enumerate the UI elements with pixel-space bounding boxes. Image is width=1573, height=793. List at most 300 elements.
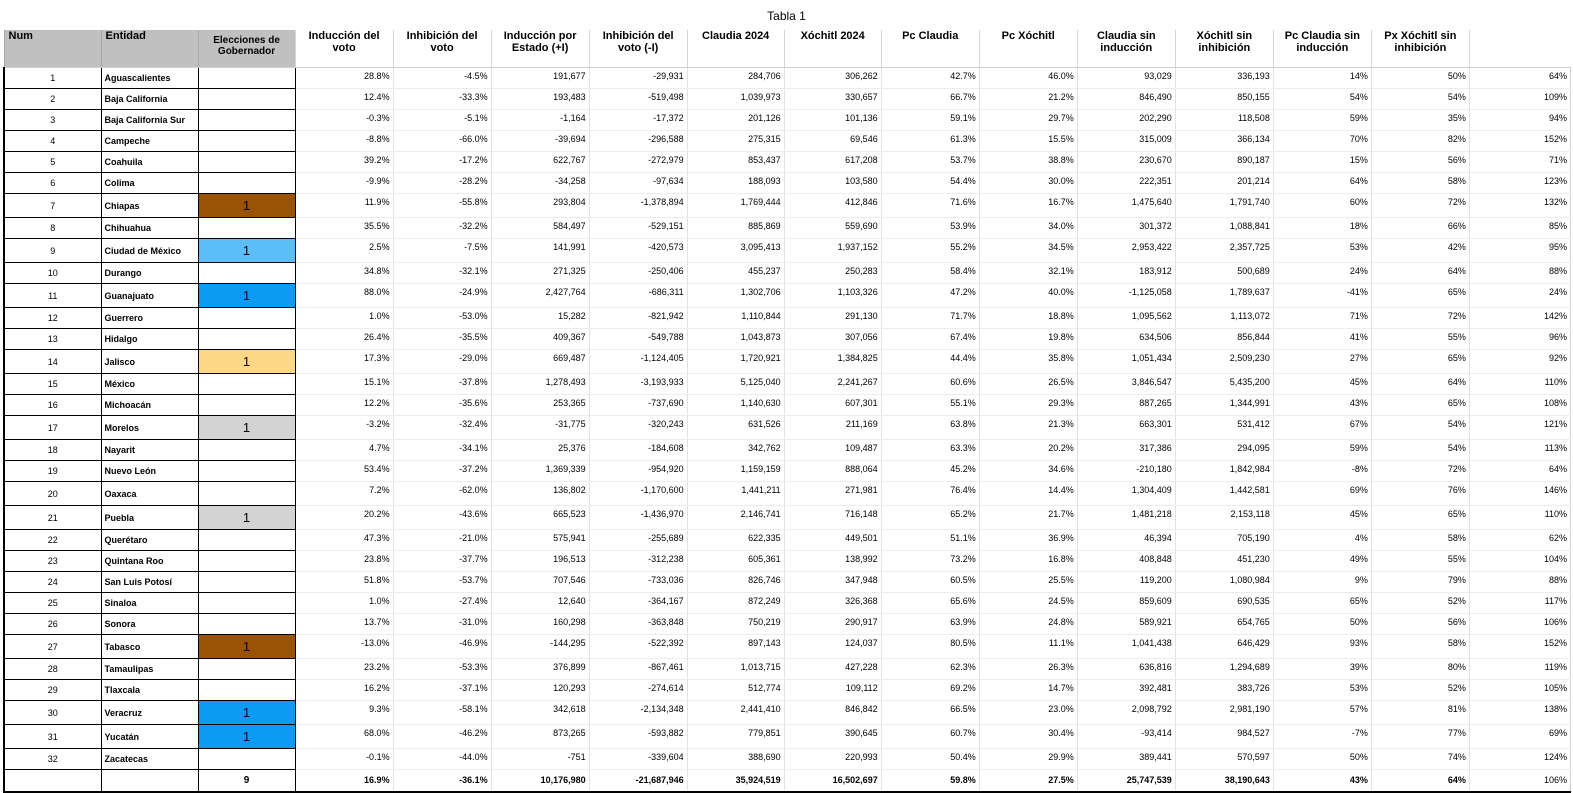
cell-xochitl-2024: 290,917 <box>784 614 881 635</box>
cell-num: 29 <box>4 680 101 701</box>
cell-inhibicion-voto: -821,942 <box>589 308 687 329</box>
cell-claudia-2024: 342,762 <box>687 440 784 461</box>
cell-inhibicion: -33.3% <box>393 89 491 110</box>
header-induccion: Inducción del voto <box>295 30 393 68</box>
cell-pc-claudia: 63.3% <box>881 440 979 461</box>
cell-inhibicion-voto: -519,498 <box>589 89 687 110</box>
cell-pc-claudia-sin-induccion: 27% <box>1273 350 1371 374</box>
cell-pc-xochitl: 20.2% <box>979 440 1077 461</box>
cell-ratio: 117% <box>1469 593 1570 614</box>
cell-induccion: 39.2% <box>295 152 393 173</box>
table-row <box>4 350 1571 374</box>
cell-induccion-estado: 293,804 <box>491 194 589 218</box>
total-claudia-sin-induccion: 25,747,539 <box>1077 770 1175 792</box>
cell-induccion-estado: -144,295 <box>491 635 589 659</box>
cell-pc-claudia: 51.1% <box>881 530 979 551</box>
cell-inhibicion-voto: -529,151 <box>589 218 687 239</box>
header-xochitl-2024: Xóchitl 2024 <box>784 30 881 68</box>
cell-induccion: 11.9% <box>295 194 393 218</box>
cell-entidad: Tamaulipas <box>101 659 198 680</box>
cell-gobernador <box>198 89 295 110</box>
cell-xochitl-2024: 412,846 <box>784 194 881 218</box>
cell-xochitl-2024: 109,112 <box>784 680 881 701</box>
cell-inhibicion-voto: -296,588 <box>589 131 687 152</box>
table-row <box>4 506 1571 530</box>
cell-pc-claudia-sin-induccion: 4% <box>1273 530 1371 551</box>
cell-ratio: 69% <box>1469 725 1570 749</box>
cell-entidad: Aguascalientes <box>101 68 198 89</box>
table-row <box>4 218 1571 239</box>
cell-pc-xochitl: 46.0% <box>979 68 1077 89</box>
cell-px-xochitl-sin-inhibicion: 58% <box>1371 635 1469 659</box>
cell-pc-xochitl: 35.8% <box>979 350 1077 374</box>
cell-claudia-2024: 1,043,873 <box>687 329 784 350</box>
cell-claudia-sin-induccion: 1,481,218 <box>1077 506 1175 530</box>
cell-gobernador <box>198 551 295 572</box>
cell-xochitl-2024: 1,384,825 <box>784 350 881 374</box>
cell-pc-claudia-sin-induccion: 24% <box>1273 263 1371 284</box>
cell-claudia-sin-induccion: 1,051,434 <box>1077 350 1175 374</box>
cell-entidad: Puebla <box>101 506 198 530</box>
total-ratio: 106% <box>1469 770 1570 792</box>
cell-inhibicion: -53.0% <box>393 308 491 329</box>
cell-induccion-estado: 665,523 <box>491 506 589 530</box>
cell-gobernador: 1 <box>198 701 295 725</box>
cell-inhibicion-voto: -549,788 <box>589 329 687 350</box>
cell-xochitl-sin-inhibicion: 336,193 <box>1175 68 1273 89</box>
total-xochitl-2024: 16,502,697 <box>784 770 881 792</box>
cell-claudia-sin-induccion: 202,290 <box>1077 110 1175 131</box>
cell-inhibicion: -35.6% <box>393 395 491 416</box>
cell-pc-claudia: 55.2% <box>881 239 979 263</box>
cell-num: 32 <box>4 749 101 770</box>
cell-pc-claudia-sin-induccion: 50% <box>1273 749 1371 770</box>
cell-pc-xochitl: 11.1% <box>979 635 1077 659</box>
cell-num: 9 <box>4 239 101 263</box>
table-row <box>4 701 1571 725</box>
cell-claudia-sin-induccion: 317,386 <box>1077 440 1175 461</box>
header-pc-xochitl: Pc Xóchitl <box>979 30 1077 68</box>
table-row <box>4 194 1571 218</box>
cell-inhibicion-voto: -1,378,894 <box>589 194 687 218</box>
cell-num: 18 <box>4 440 101 461</box>
cell-inhibicion: -32.2% <box>393 218 491 239</box>
cell-pc-claudia-sin-induccion: 53% <box>1273 239 1371 263</box>
cell-xochitl-2024: 103,580 <box>784 173 881 194</box>
table-row <box>4 110 1571 131</box>
cell-px-xochitl-sin-inhibicion: 76% <box>1371 482 1469 506</box>
cell-num: 22 <box>4 530 101 551</box>
total-gobernador: 9 <box>198 770 295 792</box>
cell-claudia-sin-induccion: 46,394 <box>1077 530 1175 551</box>
cell-gobernador <box>198 659 295 680</box>
cell-pc-claudia-sin-induccion: 59% <box>1273 440 1371 461</box>
cell-induccion: 34.8% <box>295 263 393 284</box>
cell-induccion-estado: 707,546 <box>491 572 589 593</box>
cell-entidad: Tabasco <box>101 635 198 659</box>
cell-entidad: Veracruz <box>101 701 198 725</box>
cell-px-xochitl-sin-inhibicion: 58% <box>1371 173 1469 194</box>
cell-inhibicion: -66.0% <box>393 131 491 152</box>
data-table <box>3 30 1571 793</box>
cell-num: 12 <box>4 308 101 329</box>
header-induccion-estado: Inducción por Estado (+I) <box>491 30 589 68</box>
cell-xochitl-2024: 390,645 <box>784 725 881 749</box>
cell-xochitl-sin-inhibicion: 690,535 <box>1175 593 1273 614</box>
cell-claudia-sin-induccion: 2,098,792 <box>1077 701 1175 725</box>
table-row <box>4 551 1571 572</box>
table-row <box>4 572 1571 593</box>
cell-xochitl-sin-inhibicion: 500,689 <box>1175 263 1273 284</box>
cell-inhibicion-voto: -733,036 <box>589 572 687 593</box>
cell-num: 11 <box>4 284 101 308</box>
cell-induccion-estado: 191,677 <box>491 68 589 89</box>
cell-claudia-sin-induccion: 859,609 <box>1077 593 1175 614</box>
cell-pc-claudia-sin-induccion: 45% <box>1273 374 1371 395</box>
cell-gobernador <box>198 482 295 506</box>
cell-induccion-estado: 136,802 <box>491 482 589 506</box>
cell-ratio: 64% <box>1469 68 1570 89</box>
cell-inhibicion: -62.0% <box>393 482 491 506</box>
header-claudia-sin-induccion: Claudia sin inducción <box>1077 30 1175 68</box>
cell-gobernador: 1 <box>198 416 295 440</box>
cell-entidad: Colima <box>101 173 198 194</box>
cell-num: 6 <box>4 173 101 194</box>
cell-claudia-sin-induccion: 636,816 <box>1077 659 1175 680</box>
cell-entidad: Baja California <box>101 89 198 110</box>
cell-induccion: 53.4% <box>295 461 393 482</box>
total-entidad <box>101 770 198 792</box>
cell-pc-claudia: 55.1% <box>881 395 979 416</box>
cell-ratio: 124% <box>1469 749 1570 770</box>
cell-pc-claudia-sin-induccion: 18% <box>1273 218 1371 239</box>
cell-xochitl-sin-inhibicion: 383,726 <box>1175 680 1273 701</box>
cell-px-xochitl-sin-inhibicion: 64% <box>1371 374 1469 395</box>
cell-num: 16 <box>4 395 101 416</box>
cell-induccion: 23.2% <box>295 659 393 680</box>
cell-gobernador <box>198 152 295 173</box>
header-pc-claudia: Pc Claudia <box>881 30 979 68</box>
cell-inhibicion-voto: -29,931 <box>589 68 687 89</box>
cell-pc-xochitl: 21.7% <box>979 506 1077 530</box>
cell-pc-claudia: 44.4% <box>881 350 979 374</box>
cell-xochitl-2024: 271,981 <box>784 482 881 506</box>
cell-num: 27 <box>4 635 101 659</box>
cell-induccion-estado: 141,991 <box>491 239 589 263</box>
cell-xochitl-sin-inhibicion: 5,435,200 <box>1175 374 1273 395</box>
cell-xochitl-sin-inhibicion: 890,187 <box>1175 152 1273 173</box>
cell-induccion-estado: 376,899 <box>491 659 589 680</box>
cell-xochitl-sin-inhibicion: 2,509,230 <box>1175 350 1273 374</box>
cell-claudia-2024: 1,039,973 <box>687 89 784 110</box>
cell-xochitl-2024: 250,283 <box>784 263 881 284</box>
cell-num: 30 <box>4 701 101 725</box>
cell-xochitl-sin-inhibicion: 2,981,190 <box>1175 701 1273 725</box>
total-inhibicion: -36.1% <box>393 770 491 792</box>
cell-xochitl-2024: 347,948 <box>784 572 881 593</box>
cell-entidad: Nayarit <box>101 440 198 461</box>
cell-induccion: 20.2% <box>295 506 393 530</box>
cell-entidad: Coahuila <box>101 152 198 173</box>
cell-gobernador <box>198 440 295 461</box>
cell-ratio: 142% <box>1469 308 1570 329</box>
cell-gobernador: 1 <box>198 239 295 263</box>
cell-induccion: 12.2% <box>295 395 393 416</box>
cell-entidad: Hidalgo <box>101 329 198 350</box>
table-row <box>4 131 1571 152</box>
cell-claudia-2024: 512,774 <box>687 680 784 701</box>
cell-inhibicion: -34.1% <box>393 440 491 461</box>
table-row <box>4 374 1571 395</box>
table-row <box>4 152 1571 173</box>
header-num: Num <box>4 30 101 68</box>
cell-px-xochitl-sin-inhibicion: 82% <box>1371 131 1469 152</box>
header-pc-claudia-sin-induccion: Pc Claudia sin inducción <box>1273 30 1371 68</box>
table-row <box>4 329 1571 350</box>
table-row <box>4 416 1571 440</box>
cell-inhibicion: -17.2% <box>393 152 491 173</box>
cell-ratio: 132% <box>1469 194 1570 218</box>
cell-induccion-estado: 575,941 <box>491 530 589 551</box>
cell-num: 5 <box>4 152 101 173</box>
cell-gobernador <box>198 395 295 416</box>
cell-gobernador <box>198 680 295 701</box>
cell-entidad: Nuevo León <box>101 461 198 482</box>
table-row <box>4 461 1571 482</box>
cell-inhibicion: -53.3% <box>393 659 491 680</box>
cell-inhibicion: -37.1% <box>393 680 491 701</box>
cell-claudia-2024: 605,361 <box>687 551 784 572</box>
cell-px-xochitl-sin-inhibicion: 56% <box>1371 152 1469 173</box>
cell-induccion: 15.1% <box>295 374 393 395</box>
cell-claudia-sin-induccion: -210,180 <box>1077 461 1175 482</box>
cell-xochitl-sin-inhibicion: 984,527 <box>1175 725 1273 749</box>
cell-induccion: 1.0% <box>295 308 393 329</box>
cell-induccion: 2.5% <box>295 239 393 263</box>
cell-claudia-2024: 1,302,706 <box>687 284 784 308</box>
cell-pc-claudia: 42.7% <box>881 68 979 89</box>
cell-xochitl-sin-inhibicion: 201,214 <box>1175 173 1273 194</box>
cell-inhibicion: -43.6% <box>393 506 491 530</box>
cell-induccion-estado: 409,367 <box>491 329 589 350</box>
header-entidad: Entidad <box>101 30 198 68</box>
cell-pc-claudia: 66.5% <box>881 701 979 725</box>
header-inhibicion-voto: Inhibición del voto (-I) <box>589 30 687 68</box>
cell-entidad: Jalisco <box>101 350 198 374</box>
table-row <box>4 239 1571 263</box>
cell-xochitl-sin-inhibicion: 118,508 <box>1175 110 1273 131</box>
cell-claudia-2024: 872,249 <box>687 593 784 614</box>
cell-pc-claudia-sin-induccion: 45% <box>1273 506 1371 530</box>
cell-pc-claudia: 71.6% <box>881 194 979 218</box>
cell-induccion: 26.4% <box>295 329 393 350</box>
cell-px-xochitl-sin-inhibicion: 66% <box>1371 218 1469 239</box>
cell-px-xochitl-sin-inhibicion: 35% <box>1371 110 1469 131</box>
cell-pc-xochitl: 19.8% <box>979 329 1077 350</box>
cell-claudia-2024: 1,720,921 <box>687 350 784 374</box>
cell-pc-claudia-sin-induccion: 70% <box>1273 131 1371 152</box>
cell-xochitl-sin-inhibicion: 856,844 <box>1175 329 1273 350</box>
cell-px-xochitl-sin-inhibicion: 72% <box>1371 461 1469 482</box>
cell-induccion-estado: 253,365 <box>491 395 589 416</box>
cell-xochitl-2024: 101,136 <box>784 110 881 131</box>
cell-inhibicion-voto: -272,979 <box>589 152 687 173</box>
cell-claudia-2024: 1,441,211 <box>687 482 784 506</box>
total-pc-claudia: 59.8% <box>881 770 979 792</box>
cell-inhibicion-voto: -255,689 <box>589 530 687 551</box>
total-px-xochitl-sin-inhibicion: 64% <box>1371 770 1469 792</box>
cell-claudia-2024: 779,851 <box>687 725 784 749</box>
cell-pc-claudia: 60.6% <box>881 374 979 395</box>
header-px-xochitl-sin-inhibicion: Px Xóchitl sin inhibición <box>1371 30 1469 68</box>
cell-claudia-sin-induccion: 230,670 <box>1077 152 1175 173</box>
cell-pc-xochitl: 30.4% <box>979 725 1077 749</box>
cell-inhibicion: -55.8% <box>393 194 491 218</box>
cell-xochitl-sin-inhibicion: 1,088,841 <box>1175 218 1273 239</box>
cell-xochitl-2024: 716,148 <box>784 506 881 530</box>
cell-entidad: Sonora <box>101 614 198 635</box>
total-pc-xochitl: 27.5% <box>979 770 1077 792</box>
cell-pc-claudia-sin-induccion: 39% <box>1273 659 1371 680</box>
cell-px-xochitl-sin-inhibicion: 54% <box>1371 416 1469 440</box>
cell-ratio: 96% <box>1469 329 1570 350</box>
cell-pc-claudia: 61.3% <box>881 131 979 152</box>
cell-inhibicion-voto: -3,193,933 <box>589 374 687 395</box>
cell-claudia-sin-induccion: -1,125,058 <box>1077 284 1175 308</box>
cell-pc-xochitl: 25.5% <box>979 572 1077 593</box>
cell-xochitl-sin-inhibicion: 2,357,725 <box>1175 239 1273 263</box>
cell-pc-xochitl: 23.0% <box>979 701 1077 725</box>
cell-pc-xochitl: 16.7% <box>979 194 1077 218</box>
cell-px-xochitl-sin-inhibicion: 55% <box>1371 551 1469 572</box>
cell-claudia-sin-induccion: 1,304,409 <box>1077 482 1175 506</box>
cell-px-xochitl-sin-inhibicion: 65% <box>1371 284 1469 308</box>
cell-entidad: Baja California Sur <box>101 110 198 131</box>
cell-xochitl-sin-inhibicion: 1,344,991 <box>1175 395 1273 416</box>
cell-pc-xochitl: 29.3% <box>979 395 1077 416</box>
cell-num: 19 <box>4 461 101 482</box>
cell-claudia-sin-induccion: 408,848 <box>1077 551 1175 572</box>
cell-inhibicion-voto: -2,134,348 <box>589 701 687 725</box>
cell-xochitl-2024: 109,487 <box>784 440 881 461</box>
table-row <box>4 725 1571 749</box>
cell-pc-xochitl: 21.3% <box>979 416 1077 440</box>
cell-claudia-sin-induccion: 315,009 <box>1077 131 1175 152</box>
cell-ratio: 88% <box>1469 572 1570 593</box>
cell-ratio: 123% <box>1469 173 1570 194</box>
header-claudia-2024: Claudia 2024 <box>687 30 784 68</box>
cell-claudia-2024: 622,335 <box>687 530 784 551</box>
cell-inhibicion: -37.7% <box>393 551 491 572</box>
total-xochitl-sin-inhibicion: 38,190,643 <box>1175 770 1273 792</box>
cell-ratio: 152% <box>1469 635 1570 659</box>
cell-induccion-estado: 271,325 <box>491 263 589 284</box>
cell-claudia-sin-induccion: 846,490 <box>1077 89 1175 110</box>
cell-px-xochitl-sin-inhibicion: 74% <box>1371 749 1469 770</box>
cell-pc-claudia: 59.1% <box>881 110 979 131</box>
cell-entidad: Querétaro <box>101 530 198 551</box>
cell-gobernador <box>198 218 295 239</box>
cell-inhibicion-voto: -522,392 <box>589 635 687 659</box>
cell-pc-xochitl: 38.8% <box>979 152 1077 173</box>
cell-induccion: 23.8% <box>295 551 393 572</box>
cell-xochitl-2024: 888,064 <box>784 461 881 482</box>
header-elecciones-gobernador: Elecciones de Gobernador <box>198 30 295 68</box>
cell-entidad: Sinaloa <box>101 593 198 614</box>
cell-claudia-2024: 885,869 <box>687 218 784 239</box>
cell-claudia-2024: 2,441,410 <box>687 701 784 725</box>
cell-entidad: Zacatecas <box>101 749 198 770</box>
cell-px-xochitl-sin-inhibicion: 77% <box>1371 725 1469 749</box>
cell-induccion-estado: 15,282 <box>491 308 589 329</box>
cell-pc-claudia: 60.7% <box>881 725 979 749</box>
cell-induccion-estado: -39,694 <box>491 131 589 152</box>
cell-xochitl-sin-inhibicion: 570,597 <box>1175 749 1273 770</box>
cell-induccion: 7.2% <box>295 482 393 506</box>
cell-pc-claudia: 45.2% <box>881 461 979 482</box>
total-inhibicion-voto: -21,687,946 <box>589 770 687 792</box>
cell-pc-claudia-sin-induccion: 43% <box>1273 395 1371 416</box>
cell-xochitl-sin-inhibicion: 705,190 <box>1175 530 1273 551</box>
total-induccion: 16.9% <box>295 770 393 792</box>
cell-inhibicion-voto: -1,170,600 <box>589 482 687 506</box>
cell-entidad: Tlaxcala <box>101 680 198 701</box>
cell-pc-claudia: 69.2% <box>881 680 979 701</box>
cell-pc-xochitl: 29.9% <box>979 749 1077 770</box>
cell-induccion: -0.3% <box>295 110 393 131</box>
cell-pc-xochitl: 24.8% <box>979 614 1077 635</box>
cell-entidad: Morelos <box>101 416 198 440</box>
cell-ratio: 62% <box>1469 530 1570 551</box>
cell-claudia-sin-induccion: 392,481 <box>1077 680 1175 701</box>
cell-xochitl-2024: 291,130 <box>784 308 881 329</box>
cell-entidad: Michoacán <box>101 395 198 416</box>
cell-px-xochitl-sin-inhibicion: 42% <box>1371 239 1469 263</box>
cell-xochitl-sin-inhibicion: 850,155 <box>1175 89 1273 110</box>
cell-claudia-sin-induccion: 93,029 <box>1077 68 1175 89</box>
cell-claudia-sin-induccion: 119,200 <box>1077 572 1175 593</box>
cell-entidad: Yucatán <box>101 725 198 749</box>
cell-xochitl-sin-inhibicion: 654,765 <box>1175 614 1273 635</box>
cell-xochitl-2024: 124,037 <box>784 635 881 659</box>
cell-inhibicion-voto: -17,372 <box>589 110 687 131</box>
header-inhibicion: Inhibición del voto <box>393 30 491 68</box>
cell-inhibicion: -27.4% <box>393 593 491 614</box>
cell-ratio: 108% <box>1469 395 1570 416</box>
cell-gobernador: 1 <box>198 350 295 374</box>
cell-inhibicion-voto: -593,882 <box>589 725 687 749</box>
cell-ratio: 104% <box>1469 551 1570 572</box>
cell-pc-claudia: 50.4% <box>881 749 979 770</box>
cell-pc-xochitl: 34.5% <box>979 239 1077 263</box>
cell-claudia-sin-induccion: 3,846,547 <box>1077 374 1175 395</box>
cell-induccion: 12.4% <box>295 89 393 110</box>
cell-pc-xochitl: 34.6% <box>979 461 1077 482</box>
cell-ratio: 109% <box>1469 89 1570 110</box>
cell-inhibicion: -29.0% <box>393 350 491 374</box>
cell-pc-claudia-sin-induccion: 53% <box>1273 680 1371 701</box>
cell-pc-xochitl: 21.2% <box>979 89 1077 110</box>
cell-pc-claudia: 63.9% <box>881 614 979 635</box>
cell-ratio: 113% <box>1469 440 1570 461</box>
table-row <box>4 659 1571 680</box>
cell-inhibicion: -28.2% <box>393 173 491 194</box>
cell-pc-claudia-sin-induccion: 65% <box>1273 593 1371 614</box>
cell-claudia-2024: 1,140,630 <box>687 395 784 416</box>
cell-ratio: 64% <box>1469 461 1570 482</box>
cell-pc-xochitl: 32.1% <box>979 263 1077 284</box>
total-num <box>4 770 101 792</box>
